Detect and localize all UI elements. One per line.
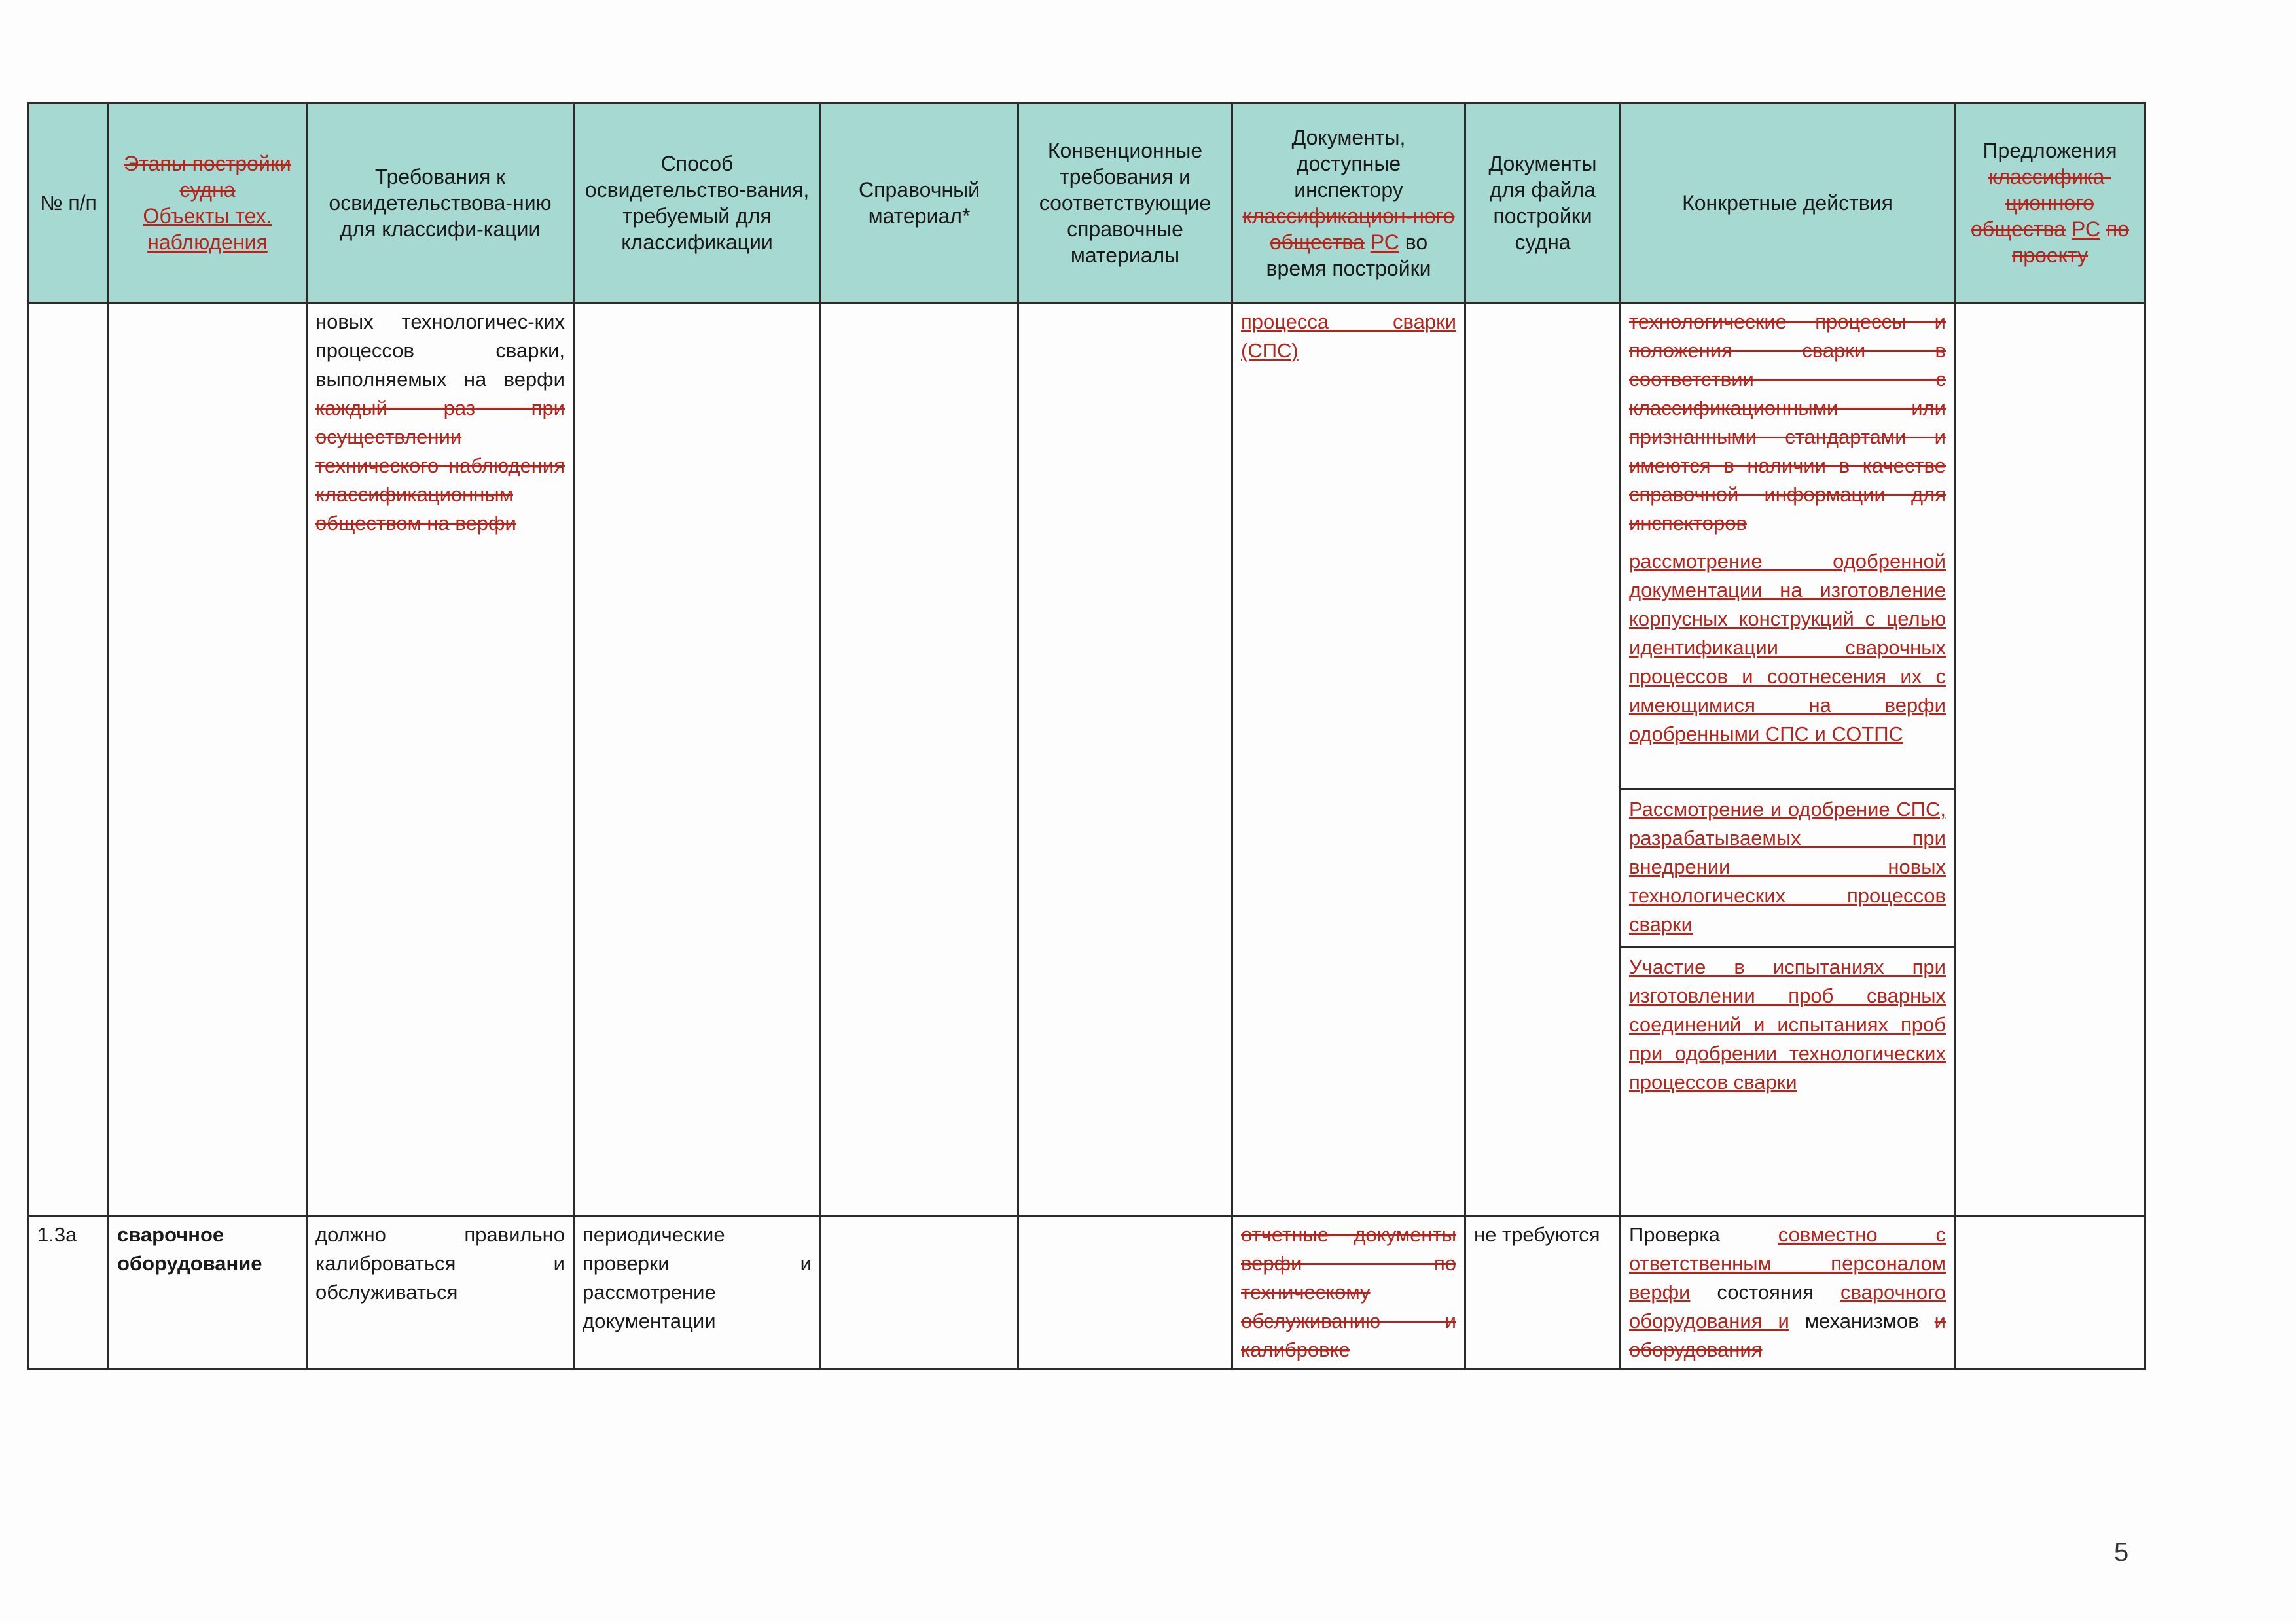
- cell-stage: [109, 303, 307, 1216]
- header-method: Способ освидетельство-вания, требуемый для классификации: [574, 103, 821, 303]
- requirements-table: [27, 102, 2146, 1370]
- header-documents-deleted: классификацион-ного общества: [1242, 204, 1455, 254]
- cell-method: периодические проверки и рассмотрение документации: [574, 1216, 821, 1370]
- cell-actions: [1621, 1216, 1955, 1370]
- cell-requirements: должно правильно калиброваться и обслуживаться: [307, 1216, 574, 1370]
- header-convention: Конвенционные требования и соответствующие справочные материалы: [1018, 103, 1232, 303]
- action-inserted-b: сварочного оборудования и: [1629, 1281, 1946, 1333]
- cell-number: 1.3а: [29, 1216, 109, 1370]
- requirements-text: новых технологичес-ких процессов сварки, выполняемых на верфи: [315, 310, 565, 391]
- header-number: № п/п: [29, 103, 109, 303]
- requirements-deleted: каждый раз при осуществлении технического наблюдения классификационным обществом на верфи: [315, 397, 565, 535]
- action-deleted: технологические процессы и положения сварки в соответствии с классификационными или признанными стандартами и имеются в наличии в качестве справочной информации для инспекторов: [1629, 310, 1946, 535]
- cell-method: [574, 303, 821, 1216]
- cell-reference: [821, 303, 1018, 1216]
- cell-documents-available: [1232, 303, 1465, 1216]
- header-documents-file: Документы для файла постройки судна: [1465, 103, 1621, 303]
- header-proposals-deleted-2: по проекту: [2011, 217, 2129, 267]
- header-actions: Конкретные действия: [1621, 103, 1955, 303]
- page-number: 5: [2114, 1538, 2129, 1567]
- cell-documents-available: [1232, 1216, 1465, 1370]
- documents-deleted: отчетные документы верфи по техническому обслуживанию и калибровке: [1241, 1223, 1456, 1362]
- action-text-a: Проверка: [1629, 1223, 1720, 1246]
- header-reference: Справочный материал*: [821, 103, 1018, 303]
- cell-convention: [1018, 1216, 1232, 1370]
- cell-requirements: [307, 303, 574, 1216]
- cell-actions: [1621, 303, 1955, 1216]
- header-stages: [109, 103, 307, 303]
- table-row-continuation: [29, 303, 2145, 1216]
- action-inserted-a: совместно с ответственным персоналом верфи: [1629, 1223, 1946, 1304]
- table-header-row: [29, 103, 2145, 303]
- header-proposals-inserted: РС: [2071, 217, 2100, 241]
- cell-convention: [1018, 303, 1232, 1216]
- action-deleted: и оборудования: [1629, 1310, 1946, 1362]
- cell-number: [29, 303, 109, 1216]
- cell-reference: [821, 1216, 1018, 1370]
- action-review-documentation: рассмотрение одобренной документации на изготовление корпусных конструкций с целью идентификации сварочных процессов и соотнесения их с имеющимися на верфи одобренными СПС и СОТПС: [1629, 550, 1946, 746]
- action-text-b: состояния: [1717, 1281, 1814, 1304]
- action-approve-wps: Рассмотрение и одобрение СПС, разрабатываемых при внедрении новых технологических процессов сварки: [1621, 788, 1954, 946]
- header-documents-text-b: во время постройки: [1266, 230, 1431, 280]
- cell-proposals: [1955, 1216, 2145, 1370]
- header-proposals: [1955, 103, 2145, 303]
- cell-documents-file: не требуются: [1465, 1216, 1621, 1370]
- cell-proposals: [1955, 303, 2145, 1216]
- table-row-1-3a: [29, 1216, 2145, 1370]
- action-participate-tests: Участие в испытаниях при изготовлении проб сварных соединений и испытаниях проб при одобрении технологических процессов сварки: [1621, 946, 1954, 1101]
- header-stages-deleted: Этапы постройки судна: [124, 152, 291, 202]
- header-proposals-deleted: классифика-ционного общества: [1971, 165, 2112, 241]
- documents-inserted: процесса сварки (СПС): [1241, 310, 1456, 363]
- header-proposals-text: Предложения: [1982, 139, 2117, 162]
- cell-documents-file: [1465, 303, 1621, 1216]
- header-documents-text: Документы, доступные инспектору: [1291, 126, 1406, 202]
- header-documents-available: [1232, 103, 1465, 303]
- header-documents-inserted: РС: [1370, 230, 1399, 254]
- header-stages-inserted: Объекты тех. наблюдения: [143, 204, 272, 254]
- header-requirements: Требования к освидетельствова-нию для классифи-кации: [307, 103, 574, 303]
- cell-stage: сварочное оборудование: [109, 1216, 307, 1370]
- action-text-c: механизмов: [1804, 1310, 1919, 1333]
